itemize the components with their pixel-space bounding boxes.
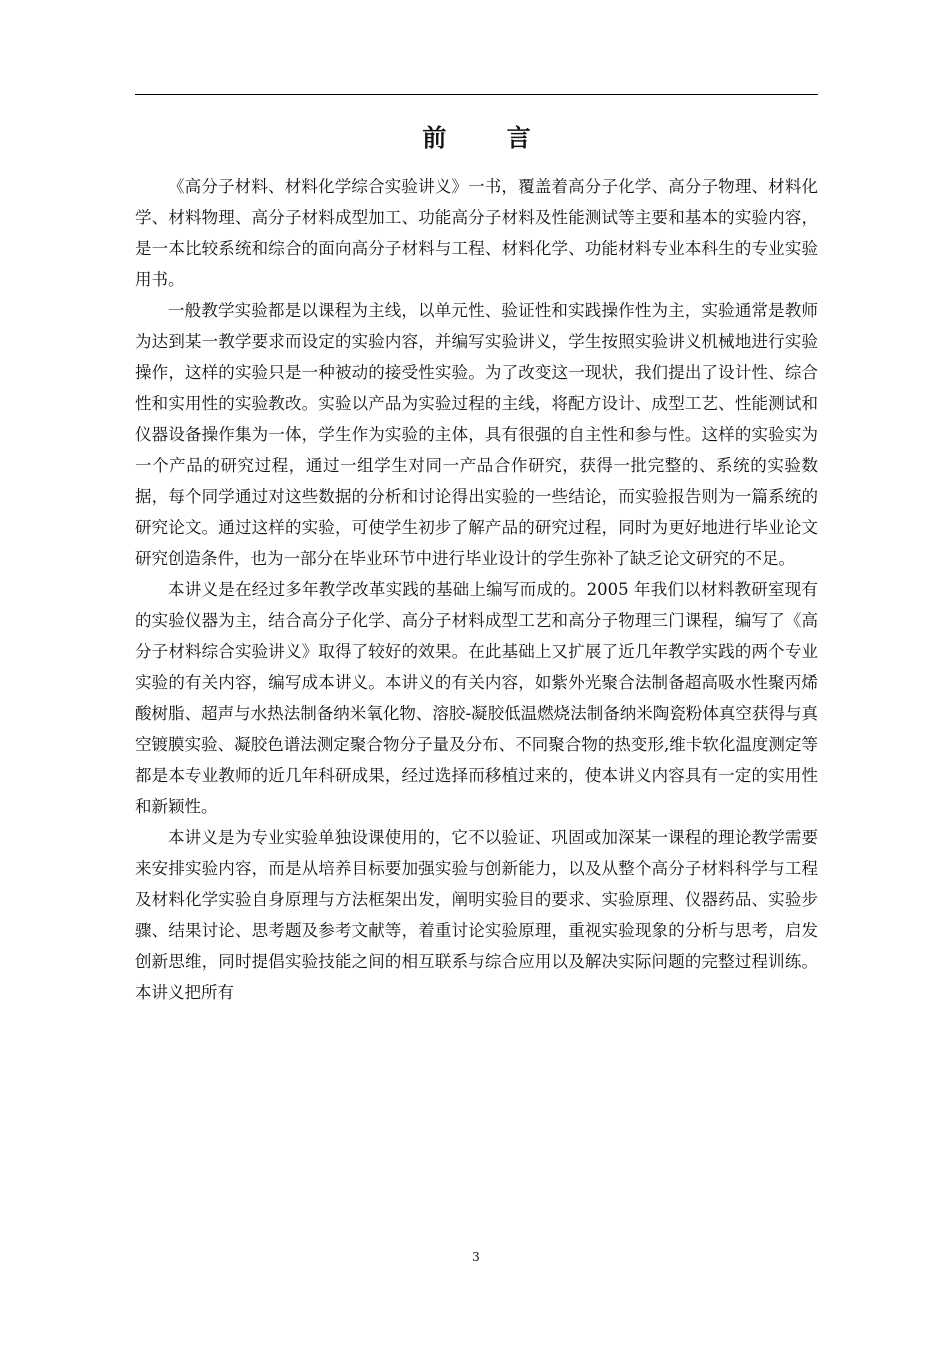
header-rule	[135, 94, 818, 95]
paragraph-1: 《高分子材料、材料化学综合实验讲义》一书，覆盖着高分子化学、高分子物理、材料化学、材料物理、高分子材料成型加工、功能高分子材料及性能测试等主要和基本的实验内容，是一本比较系统和综合的面向高分子材料与工程、材料化学、功能材料专业本科生的专业实验用书。	[135, 177, 818, 289]
paragraph-3: 本讲义是在经过多年教学改革实践的基础上编写而成的。2005 年我们以材料教研室现有的实验仪器为主，结合高分子化学、高分子材料成型工艺和高分子物理三门课程，编写了《高分子材料综合实验讲义》取得了较好的效果。在此基础上又扩展了近几年教学实践的两个专业实验的有关内容，编写成本讲义。本讲义的有关内容，如紫外光聚合法制备超高吸水性聚丙烯酸树脂、超声与水热法制备纳米氧化物、溶胶-凝胶低温燃烧法制备纳米陶瓷粉体真空获得与真空镀膜实验、凝胶色谱法测定聚合物分子量及分布、不同聚合物的热变形,维卡软化温度测定等都是本专业教师的近几年科研成果，经过选择而移植过来的，使本讲义内容具有一定的实用性和新颖性。	[135, 580, 818, 816]
page-title: 前 言	[422, 123, 557, 152]
page-number: 3	[472, 1250, 480, 1264]
paragraph-2: 一般教学实验都是以课程为主线，以单元性、验证性和实践操作性为主，实验通常是教师为达到某一教学要求而设定的实验内容，并编写实验讲义，学生按照实验讲义机械地进行实验操作，这样的实验只是一种被动的接受性实验。为了改变这一现状，我们提出了设计性、综合性和实用性的实验教改。实验以产品为实验过程的主线，将配方设计、成型工艺、性能测试和仪器设备操作集为一体，学生作为实验的主体，具有很强的自主性和参与性。这样的实验实为一个产品的研究过程，通过一组学生对同一产品合作研究，获得一批完整的、系统的实验数据，每个同学通过对这些数据的分析和讨论得出实验的一些结论，而实验报告则为一篇系统的研究论文。通过这样的实验，可使学生初步了解产品的研究过程，同时为更好地进行毕业论文研究创造条件，也为一部分在毕业环节中进行毕业设计的学生弥补了缺乏论文研究的不足。	[135, 301, 818, 568]
body-text	[135, 171, 818, 1008]
paragraph-4: 本讲义是为专业实验单独设课使用的，它不以验证、巩固或加深某一课程的理论教学需要来安排实验内容，而是从培养目标要加强实验与创新能力，以及从整个高分子材料科学与工程及材料化学实验自身原理与方法框架出发，阐明实验目的要求、实验原理、仪器药品、实验步骤、结果讨论、思考题及参考文献等，着重讨论实验原理，重视实验现象的分析与思考，启发创新思维，同时提倡实验技能之间的相互联系与综合应用以及解决实际问题的完整过程训练。本讲义把所有	[135, 828, 818, 1002]
